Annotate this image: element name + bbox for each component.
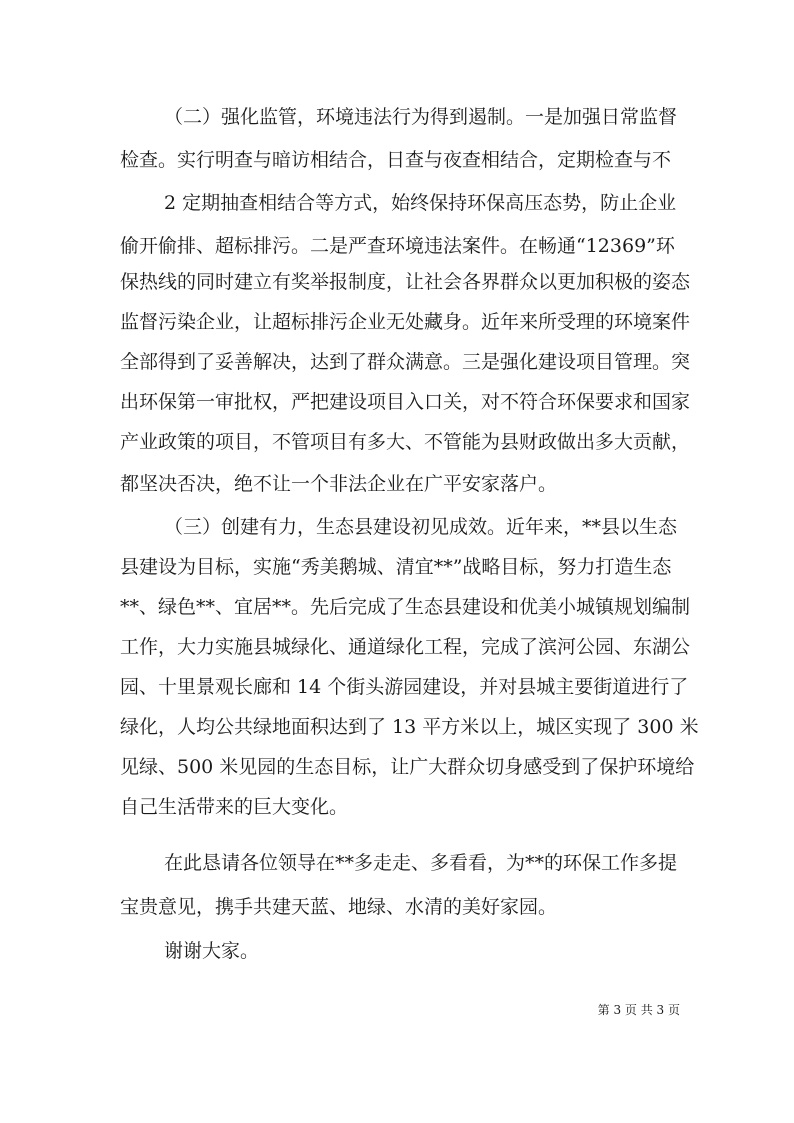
text-line: （二）强化监管，环境违法行为得到遏制。一是加强日常监督 bbox=[164, 106, 678, 128]
text-line: 监督污染企业，让超标排污企业无处藏身。近年来所受理的环境案件 bbox=[120, 311, 691, 333]
text-line: 县建设为目标，实施“秀美鹅城、清宜**”战略目标，努力打造生态 bbox=[120, 556, 672, 578]
text-line: 见绿、500 米见园的生态目标，让广大群众切身感受到了保护环境给 bbox=[120, 756, 695, 778]
text-line: 都坚决否决，绝不让一个非法企业在广平安家落户。 bbox=[120, 473, 558, 495]
text-line: 谢谢大家。 bbox=[164, 940, 260, 962]
text-line: 全部得到了妥善解决，达到了群众满意。三是强化建设项目管理。突 bbox=[120, 351, 691, 373]
text-line: 出环保第一审批权，严把建设项目入口关，对不符合环保要求和国家 bbox=[120, 391, 691, 413]
text-line: 检查。实行明查与暗访相结合，日查与夜查相结合，定期检查与不 bbox=[120, 149, 672, 171]
text-line: 在此恳请各位领导在**多走走、多看看，为**的环保工作多提 bbox=[164, 852, 678, 874]
text-line: 绿化，人均公共绿地面积达到了 13 平方米以上，城区实现了 300 米 bbox=[120, 716, 699, 738]
text-line: 园、十里景观长廊和 14 个街头游园建设，并对县城主要街道进行了 bbox=[120, 676, 689, 698]
text-line: 保热线的同时建立有奖举报制度，让社会各界群众以更加积极的姿态 bbox=[120, 271, 691, 293]
text-line: 自己生活带来的巨大变化。 bbox=[120, 796, 349, 818]
page-footer: 第 3 页 共 3 页 bbox=[597, 1003, 680, 1017]
text-line: 偷开偷排、超标排污。二是严查环境违法案件。在畅通“12369”环 bbox=[120, 235, 675, 257]
text-line: 工作，大力实施县城绿化、通道绿化工程，完成了滨河公园、东湖公 bbox=[120, 636, 691, 658]
text-line: 产业政策的项目，不管项目有多大、不管能为县财政做出多大贡献， bbox=[120, 431, 691, 453]
text-line: **、绿色**、宜居**。先后完成了生态县建设和优美小城镇规划编制 bbox=[120, 596, 691, 618]
text-line: 宝贵意见，携手共建天蓝、地绿、水清的美好家园。 bbox=[120, 896, 558, 918]
text-line: 2 定期抽查相结合等方式，始终保持环保高压态势，防止企业 bbox=[164, 192, 677, 214]
text-line: （三）创建有力，生态县建设初见成效。近年来，**县以生态 bbox=[164, 516, 678, 538]
